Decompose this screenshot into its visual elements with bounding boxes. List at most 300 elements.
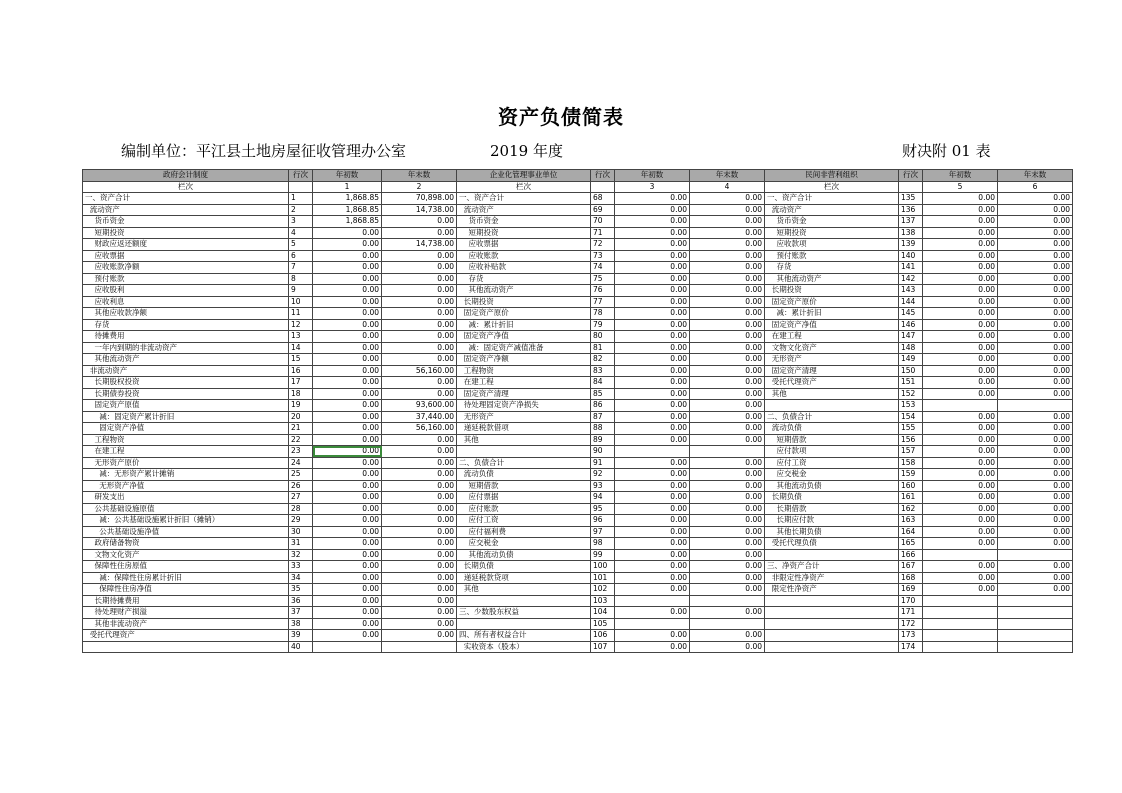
item-name-cell[interactable]: 长期股权投资 — [83, 377, 289, 389]
item-name-cell[interactable]: 预付账款 — [765, 250, 899, 262]
end-value-cell[interactable]: 0.00 — [690, 434, 765, 446]
begin-value-cell[interactable]: 0.00 — [615, 250, 690, 262]
end-value-cell[interactable]: 0.00 — [998, 365, 1073, 377]
item-name-cell[interactable]: 其他应收款净额 — [83, 308, 289, 320]
begin-value-cell[interactable]: 0.00 — [615, 457, 690, 469]
end-value-cell[interactable]: 0.00 — [998, 538, 1073, 550]
begin-value-cell[interactable]: 0.00 — [313, 262, 382, 274]
begin-value-cell[interactable] — [615, 595, 690, 607]
header-end[interactable]: 年末数 — [690, 170, 765, 182]
begin-value-cell[interactable]: 0.00 — [615, 641, 690, 653]
header-line[interactable]: 行次 — [591, 170, 615, 182]
item-name-cell[interactable]: 四、所有者权益合计 — [457, 630, 591, 642]
line-number-cell[interactable]: 86 — [591, 400, 615, 412]
item-name-cell[interactable]: 减：累计折旧 — [457, 319, 591, 331]
line-number-cell[interactable]: 3 — [289, 216, 313, 228]
item-name-cell[interactable]: 流动负债 — [457, 469, 591, 481]
item-name-cell[interactable]: 其他 — [457, 434, 591, 446]
end-value-cell[interactable]: 0.00 — [998, 262, 1073, 274]
begin-value-cell[interactable]: 0.00 — [923, 446, 998, 458]
item-name-cell[interactable] — [457, 446, 591, 458]
end-value-cell[interactable]: 0.00 — [998, 411, 1073, 423]
end-value-cell[interactable] — [998, 630, 1073, 642]
line-number-cell[interactable]: 77 — [591, 296, 615, 308]
begin-value-cell[interactable]: 0.00 — [615, 630, 690, 642]
item-name-cell[interactable]: 研发支出 — [83, 492, 289, 504]
end-value-cell[interactable]: 0.00 — [382, 549, 457, 561]
item-name-cell[interactable]: 应收票据 — [83, 250, 289, 262]
header-item[interactable]: 栏次 — [765, 181, 899, 193]
end-value-cell[interactable] — [998, 641, 1073, 653]
item-name-cell[interactable]: 在建工程 — [765, 331, 899, 343]
item-name-cell[interactable]: 减：固定资产累计折旧 — [83, 411, 289, 423]
header-line[interactable]: 行次 — [289, 170, 313, 182]
item-name-cell[interactable]: 二、负债合计 — [765, 411, 899, 423]
end-value-cell[interactable]: 0.00 — [998, 193, 1073, 205]
begin-value-cell[interactable]: 0.00 — [923, 584, 998, 596]
header-begin[interactable]: 年初数 — [923, 170, 998, 182]
begin-value-cell[interactable]: 0.00 — [615, 549, 690, 561]
item-name-cell[interactable]: 一、资产合计 — [457, 193, 591, 205]
end-value-cell[interactable]: 0.00 — [998, 204, 1073, 216]
line-number-cell[interactable]: 164 — [899, 526, 923, 538]
line-number-cell[interactable]: 16 — [289, 365, 313, 377]
end-value-cell[interactable]: 0.00 — [998, 227, 1073, 239]
begin-value-cell[interactable]: 0.00 — [313, 227, 382, 239]
item-name-cell[interactable]: 保障性住房净值 — [83, 584, 289, 596]
item-name-cell[interactable]: 政府储备物资 — [83, 538, 289, 550]
end-value-cell[interactable]: 0.00 — [690, 641, 765, 653]
item-name-cell[interactable]: 应收补贴款 — [457, 262, 591, 274]
item-name-cell[interactable]: 应付工资 — [765, 457, 899, 469]
item-name-cell[interactable]: 短期借款 — [457, 480, 591, 492]
end-value-cell[interactable]: 0.00 — [690, 262, 765, 274]
end-value-cell[interactable] — [382, 641, 457, 653]
line-number-cell[interactable]: 168 — [899, 572, 923, 584]
end-value-cell[interactable]: 0.00 — [998, 480, 1073, 492]
line-number-cell[interactable]: 137 — [899, 216, 923, 228]
begin-value-cell[interactable]: 0.00 — [923, 411, 998, 423]
line-number-cell[interactable]: 138 — [899, 227, 923, 239]
line-number-cell[interactable]: 99 — [591, 549, 615, 561]
begin-value-cell[interactable] — [923, 400, 998, 412]
begin-value-cell[interactable]: 0.00 — [313, 319, 382, 331]
line-number-cell[interactable]: 161 — [899, 492, 923, 504]
item-name-cell[interactable]: 应付票据 — [457, 492, 591, 504]
begin-value-cell[interactable]: 0.00 — [923, 273, 998, 285]
begin-value-cell[interactable]: 0.00 — [313, 400, 382, 412]
begin-value-cell[interactable]: 0.00 — [615, 480, 690, 492]
end-value-cell[interactable]: 0.00 — [382, 618, 457, 630]
begin-value-cell[interactable]: 0.00 — [313, 388, 382, 400]
end-value-cell[interactable]: 0.00 — [382, 227, 457, 239]
line-number-cell[interactable]: 12 — [289, 319, 313, 331]
line-number-cell[interactable]: 82 — [591, 354, 615, 366]
line-number-cell[interactable]: 148 — [899, 342, 923, 354]
line-number-cell[interactable]: 31 — [289, 538, 313, 550]
line-number-cell[interactable]: 19 — [289, 400, 313, 412]
begin-value-cell[interactable]: 0.00 — [923, 331, 998, 343]
item-name-cell[interactable]: 工程物资 — [457, 365, 591, 377]
end-value-cell[interactable]: 0.00 — [382, 273, 457, 285]
line-number-cell[interactable]: 159 — [899, 469, 923, 481]
line-number-cell[interactable]: 102 — [591, 584, 615, 596]
end-value-cell[interactable]: 0.00 — [690, 411, 765, 423]
line-number-cell[interactable]: 150 — [899, 365, 923, 377]
line-number-cell[interactable]: 83 — [591, 365, 615, 377]
line-number-cell[interactable]: 100 — [591, 561, 615, 573]
end-value-cell[interactable]: 0.00 — [998, 492, 1073, 504]
end-value-cell[interactable]: 0.00 — [382, 515, 457, 527]
begin-value-cell[interactable]: 0.00 — [923, 457, 998, 469]
line-number-cell[interactable]: 34 — [289, 572, 313, 584]
end-value-cell[interactable]: 14,738.00 — [382, 239, 457, 251]
item-name-cell[interactable]: 应付账款 — [457, 503, 591, 515]
item-name-cell[interactable]: 短期投资 — [457, 227, 591, 239]
end-value-cell[interactable]: 0.00 — [690, 377, 765, 389]
header-item[interactable]: 栏次 — [457, 181, 591, 193]
item-name-cell[interactable]: 待摊费用 — [83, 331, 289, 343]
end-value-cell[interactable]: 0.00 — [382, 342, 457, 354]
line-number-cell[interactable]: 154 — [899, 411, 923, 423]
line-number-cell[interactable]: 1 — [289, 193, 313, 205]
end-value-cell[interactable]: 0.00 — [690, 285, 765, 297]
line-number-cell[interactable]: 95 — [591, 503, 615, 515]
begin-value-cell[interactable]: 0.00 — [615, 572, 690, 584]
begin-value-cell[interactable]: 0.00 — [615, 227, 690, 239]
begin-value-cell[interactable]: 0.00 — [313, 618, 382, 630]
item-name-cell[interactable]: 受托代理资产 — [83, 630, 289, 642]
end-value-cell[interactable]: 0.00 — [690, 423, 765, 435]
begin-value-cell[interactable] — [923, 641, 998, 653]
end-value-cell[interactable]: 0.00 — [690, 342, 765, 354]
end-value-cell[interactable] — [998, 618, 1073, 630]
end-value-cell[interactable]: 0.00 — [382, 285, 457, 297]
line-number-cell[interactable]: 8 — [289, 273, 313, 285]
item-name-cell[interactable]: 其他流动资产 — [765, 273, 899, 285]
begin-value-cell[interactable]: 0.00 — [313, 423, 382, 435]
begin-value-cell[interactable]: 0.00 — [313, 526, 382, 538]
end-value-cell[interactable]: 0.00 — [998, 434, 1073, 446]
item-name-cell[interactable]: 递延税款贷项 — [457, 572, 591, 584]
item-name-cell[interactable] — [765, 400, 899, 412]
begin-value-cell[interactable] — [923, 630, 998, 642]
line-number-cell[interactable]: 4 — [289, 227, 313, 239]
begin-value-cell[interactable]: 0.00 — [923, 204, 998, 216]
end-value-cell[interactable]: 0.00 — [690, 561, 765, 573]
end-value-cell[interactable]: 0.00 — [690, 319, 765, 331]
begin-value-cell[interactable]: 0.00 — [313, 434, 382, 446]
begin-value-cell[interactable]: 0.00 — [313, 446, 382, 458]
line-number-cell[interactable]: 157 — [899, 446, 923, 458]
end-value-cell[interactable]: 0.00 — [382, 296, 457, 308]
end-value-cell[interactable]: 0.00 — [998, 572, 1073, 584]
header-index-5[interactable]: 5 — [923, 181, 998, 193]
item-name-cell[interactable]: 应收利息 — [83, 296, 289, 308]
line-number-cell[interactable]: 158 — [899, 457, 923, 469]
begin-value-cell[interactable]: 0.00 — [923, 561, 998, 573]
end-value-cell[interactable]: 0.00 — [690, 216, 765, 228]
begin-value-cell[interactable]: 0.00 — [313, 630, 382, 642]
item-name-cell[interactable]: 实收资本（股本） — [457, 641, 591, 653]
begin-value-cell[interactable]: 0.00 — [615, 423, 690, 435]
end-value-cell[interactable]: 0.00 — [998, 250, 1073, 262]
line-number-cell[interactable]: 103 — [591, 595, 615, 607]
end-value-cell[interactable]: 0.00 — [998, 296, 1073, 308]
end-value-cell[interactable]: 0.00 — [690, 193, 765, 205]
item-name-cell[interactable]: 短期投资 — [83, 227, 289, 239]
item-name-cell[interactable]: 长期应付款 — [765, 515, 899, 527]
line-number-cell[interactable]: 10 — [289, 296, 313, 308]
item-name-cell[interactable]: 应收股利 — [83, 285, 289, 297]
item-name-cell[interactable]: 应付款项 — [765, 446, 899, 458]
line-number-cell[interactable]: 143 — [899, 285, 923, 297]
item-name-cell[interactable]: 一、资产合计 — [765, 193, 899, 205]
item-name-cell[interactable]: 流动资产 — [83, 204, 289, 216]
line-number-cell[interactable]: 17 — [289, 377, 313, 389]
begin-value-cell[interactable]: 0.00 — [313, 584, 382, 596]
begin-value-cell[interactable]: 0.00 — [923, 503, 998, 515]
item-name-cell[interactable] — [765, 641, 899, 653]
item-name-cell[interactable]: 其他流动资产 — [83, 354, 289, 366]
item-name-cell[interactable]: 长期待摊费用 — [83, 595, 289, 607]
end-value-cell[interactable]: 0.00 — [998, 469, 1073, 481]
line-number-cell[interactable]: 69 — [591, 204, 615, 216]
line-number-cell[interactable]: 146 — [899, 319, 923, 331]
begin-value-cell[interactable]: 0.00 — [923, 480, 998, 492]
end-value-cell[interactable]: 0.00 — [998, 377, 1073, 389]
item-name-cell[interactable] — [457, 618, 591, 630]
begin-value-cell[interactable]: 0.00 — [615, 503, 690, 515]
end-value-cell[interactable]: 0.00 — [690, 308, 765, 320]
end-value-cell[interactable]: 93,600.00 — [382, 400, 457, 412]
begin-value-cell[interactable]: 0.00 — [615, 239, 690, 251]
item-name-cell[interactable]: 其他流动资产 — [457, 285, 591, 297]
line-number-cell[interactable]: 28 — [289, 503, 313, 515]
item-name-cell[interactable]: 递延税款借项 — [457, 423, 591, 435]
line-number-cell[interactable]: 155 — [899, 423, 923, 435]
item-name-cell[interactable]: 流动负债 — [765, 423, 899, 435]
line-number-cell[interactable]: 37 — [289, 607, 313, 619]
item-name-cell[interactable]: 其他流动负债 — [765, 480, 899, 492]
header-gov-system[interactable]: 政府会计制度 — [83, 170, 289, 182]
begin-value-cell[interactable]: 0.00 — [615, 492, 690, 504]
end-value-cell[interactable]: 0.00 — [998, 446, 1073, 458]
end-value-cell[interactable]: 0.00 — [690, 457, 765, 469]
begin-value-cell[interactable]: 0.00 — [615, 193, 690, 205]
item-name-cell[interactable]: 应交税金 — [765, 469, 899, 481]
end-value-cell[interactable]: 0.00 — [382, 503, 457, 515]
line-number-cell[interactable]: 149 — [899, 354, 923, 366]
line-number-cell[interactable]: 79 — [591, 319, 615, 331]
begin-value-cell[interactable]: 0.00 — [615, 434, 690, 446]
end-value-cell[interactable]: 0.00 — [382, 308, 457, 320]
end-value-cell[interactable]: 0.00 — [382, 354, 457, 366]
begin-value-cell[interactable]: 0.00 — [615, 204, 690, 216]
begin-value-cell[interactable]: 0.00 — [923, 365, 998, 377]
line-number-cell[interactable]: 26 — [289, 480, 313, 492]
line-number-cell[interactable]: 87 — [591, 411, 615, 423]
begin-value-cell[interactable]: 0.00 — [923, 262, 998, 274]
item-name-cell[interactable]: 公共基础设施原值 — [83, 503, 289, 515]
line-number-cell[interactable]: 93 — [591, 480, 615, 492]
end-value-cell[interactable]: 0.00 — [998, 319, 1073, 331]
begin-value-cell[interactable]: 0.00 — [923, 285, 998, 297]
item-name-cell[interactable]: 存货 — [83, 319, 289, 331]
item-name-cell[interactable]: 长期投资 — [457, 296, 591, 308]
begin-value-cell[interactable]: 0.00 — [615, 388, 690, 400]
item-name-cell[interactable]: 受托代理负债 — [765, 538, 899, 550]
item-name-cell[interactable]: 固定资产净值 — [765, 319, 899, 331]
begin-value-cell[interactable]: 0.00 — [313, 561, 382, 573]
end-value-cell[interactable]: 0.00 — [382, 216, 457, 228]
begin-value-cell[interactable]: 0.00 — [923, 469, 998, 481]
end-value-cell[interactable]: 0.00 — [998, 388, 1073, 400]
end-value-cell[interactable]: 0.00 — [690, 572, 765, 584]
line-number-cell[interactable]: 151 — [899, 377, 923, 389]
begin-value-cell[interactable]: 1,868.85 — [313, 204, 382, 216]
begin-value-cell[interactable]: 0.00 — [615, 469, 690, 481]
end-value-cell[interactable]: 0.00 — [382, 331, 457, 343]
end-value-cell[interactable]: 0.00 — [690, 515, 765, 527]
item-name-cell[interactable]: 存货 — [765, 262, 899, 274]
end-value-cell[interactable]: 0.00 — [690, 400, 765, 412]
item-name-cell[interactable]: 固定资产清理 — [765, 365, 899, 377]
end-value-cell[interactable] — [690, 618, 765, 630]
item-name-cell[interactable]: 存货 — [457, 273, 591, 285]
begin-value-cell[interactable]: 0.00 — [923, 538, 998, 550]
end-value-cell[interactable]: 0.00 — [382, 250, 457, 262]
begin-value-cell[interactable] — [615, 618, 690, 630]
line-number-cell[interactable]: 165 — [899, 538, 923, 550]
begin-value-cell[interactable]: 0.00 — [615, 515, 690, 527]
begin-value-cell[interactable]: 0.00 — [923, 319, 998, 331]
line-number-cell[interactable]: 71 — [591, 227, 615, 239]
item-name-cell[interactable]: 二、负债合计 — [457, 457, 591, 469]
line-number-cell[interactable]: 75 — [591, 273, 615, 285]
item-name-cell[interactable] — [765, 549, 899, 561]
line-number-cell[interactable]: 11 — [289, 308, 313, 320]
end-value-cell[interactable]: 0.00 — [998, 515, 1073, 527]
end-value-cell[interactable] — [998, 549, 1073, 561]
end-value-cell[interactable]: 0.00 — [382, 538, 457, 550]
begin-value-cell[interactable]: 0.00 — [313, 354, 382, 366]
begin-value-cell[interactable]: 0.00 — [923, 239, 998, 251]
item-name-cell[interactable]: 流动资产 — [457, 204, 591, 216]
begin-value-cell[interactable]: 0.00 — [615, 400, 690, 412]
end-value-cell[interactable]: 0.00 — [690, 538, 765, 550]
line-number-cell[interactable]: 173 — [899, 630, 923, 642]
line-number-cell[interactable]: 20 — [289, 411, 313, 423]
begin-value-cell[interactable]: 1,868.85 — [313, 193, 382, 205]
begin-value-cell[interactable] — [923, 618, 998, 630]
item-name-cell[interactable]: 应收款项 — [765, 239, 899, 251]
item-name-cell[interactable]: 固定资产净值 — [83, 423, 289, 435]
item-name-cell[interactable]: 保障性住房原值 — [83, 561, 289, 573]
begin-value-cell[interactable]: 0.00 — [313, 572, 382, 584]
end-value-cell[interactable] — [690, 446, 765, 458]
end-value-cell[interactable]: 0.00 — [690, 331, 765, 343]
item-name-cell[interactable]: 限定性净资产 — [765, 584, 899, 596]
line-number-cell[interactable]: 40 — [289, 641, 313, 653]
item-name-cell[interactable] — [765, 630, 899, 642]
begin-value-cell[interactable]: 0.00 — [615, 331, 690, 343]
item-name-cell[interactable]: 一、资产合计 — [83, 193, 289, 205]
begin-value-cell[interactable]: 0.00 — [313, 549, 382, 561]
line-number-cell[interactable]: 14 — [289, 342, 313, 354]
end-value-cell[interactable]: 0.00 — [690, 503, 765, 515]
end-value-cell[interactable]: 0.00 — [690, 273, 765, 285]
item-name-cell[interactable]: 固定资产清理 — [457, 388, 591, 400]
begin-value-cell[interactable]: 0.00 — [615, 561, 690, 573]
header-index-6[interactable]: 6 — [998, 181, 1073, 193]
line-number-cell[interactable]: 153 — [899, 400, 923, 412]
line-number-cell[interactable]: 98 — [591, 538, 615, 550]
end-value-cell[interactable]: 0.00 — [382, 262, 457, 274]
header-index-4[interactable]: 4 — [690, 181, 765, 193]
begin-value-cell[interactable]: 0.00 — [313, 411, 382, 423]
end-value-cell[interactable]: 70,898.00 — [382, 193, 457, 205]
end-value-cell[interactable]: 0.00 — [998, 216, 1073, 228]
item-name-cell[interactable]: 货币资金 — [83, 216, 289, 228]
line-number-cell[interactable]: 21 — [289, 423, 313, 435]
line-number-cell[interactable]: 167 — [899, 561, 923, 573]
line-number-cell[interactable]: 152 — [899, 388, 923, 400]
line-number-cell[interactable]: 9 — [289, 285, 313, 297]
end-value-cell[interactable] — [998, 607, 1073, 619]
item-name-cell[interactable]: 固定资产原价 — [457, 308, 591, 320]
line-number-cell[interactable]: 81 — [591, 342, 615, 354]
line-number-cell[interactable]: 85 — [591, 388, 615, 400]
line-number-cell[interactable]: 68 — [591, 193, 615, 205]
begin-value-cell[interactable]: 0.00 — [923, 227, 998, 239]
item-name-cell[interactable]: 文物文化资产 — [83, 549, 289, 561]
header-nonprofit-org[interactable]: 民间非营利组织 — [765, 170, 899, 182]
line-number-cell[interactable]: 70 — [591, 216, 615, 228]
end-value-cell[interactable]: 0.00 — [998, 239, 1073, 251]
item-name-cell[interactable]: 预付账款 — [83, 273, 289, 285]
item-name-cell[interactable]: 无形资产 — [765, 354, 899, 366]
end-value-cell[interactable]: 0.00 — [690, 365, 765, 377]
end-value-cell[interactable]: 0.00 — [690, 296, 765, 308]
begin-value-cell[interactable]: 0.00 — [615, 354, 690, 366]
begin-value-cell[interactable]: 0.00 — [923, 342, 998, 354]
begin-value-cell[interactable]: 0.00 — [313, 377, 382, 389]
begin-value-cell[interactable]: 0.00 — [313, 480, 382, 492]
begin-value-cell[interactable]: 0.00 — [923, 354, 998, 366]
item-name-cell[interactable] — [765, 607, 899, 619]
line-number-cell[interactable]: 27 — [289, 492, 313, 504]
line-number-cell[interactable]: 97 — [591, 526, 615, 538]
item-name-cell[interactable]: 待处理固定资产净损失 — [457, 400, 591, 412]
end-value-cell[interactable]: 0.00 — [382, 434, 457, 446]
item-name-cell[interactable]: 无形资产原价 — [83, 457, 289, 469]
line-number-cell[interactable]: 13 — [289, 331, 313, 343]
item-name-cell[interactable]: 其他 — [457, 584, 591, 596]
item-name-cell[interactable]: 短期投资 — [765, 227, 899, 239]
end-value-cell[interactable]: 56,160.00 — [382, 423, 457, 435]
line-number-cell[interactable]: 29 — [289, 515, 313, 527]
end-value-cell[interactable]: 0.00 — [382, 595, 457, 607]
line-number-cell[interactable]: 144 — [899, 296, 923, 308]
item-name-cell[interactable]: 其他 — [765, 388, 899, 400]
line-number-cell[interactable]: 38 — [289, 618, 313, 630]
begin-value-cell[interactable] — [615, 446, 690, 458]
line-number-cell[interactable]: 78 — [591, 308, 615, 320]
item-name-cell[interactable]: 减：累计折旧 — [765, 308, 899, 320]
item-name-cell[interactable]: 长期借款 — [765, 503, 899, 515]
item-name-cell[interactable]: 三、少数股东权益 — [457, 607, 591, 619]
